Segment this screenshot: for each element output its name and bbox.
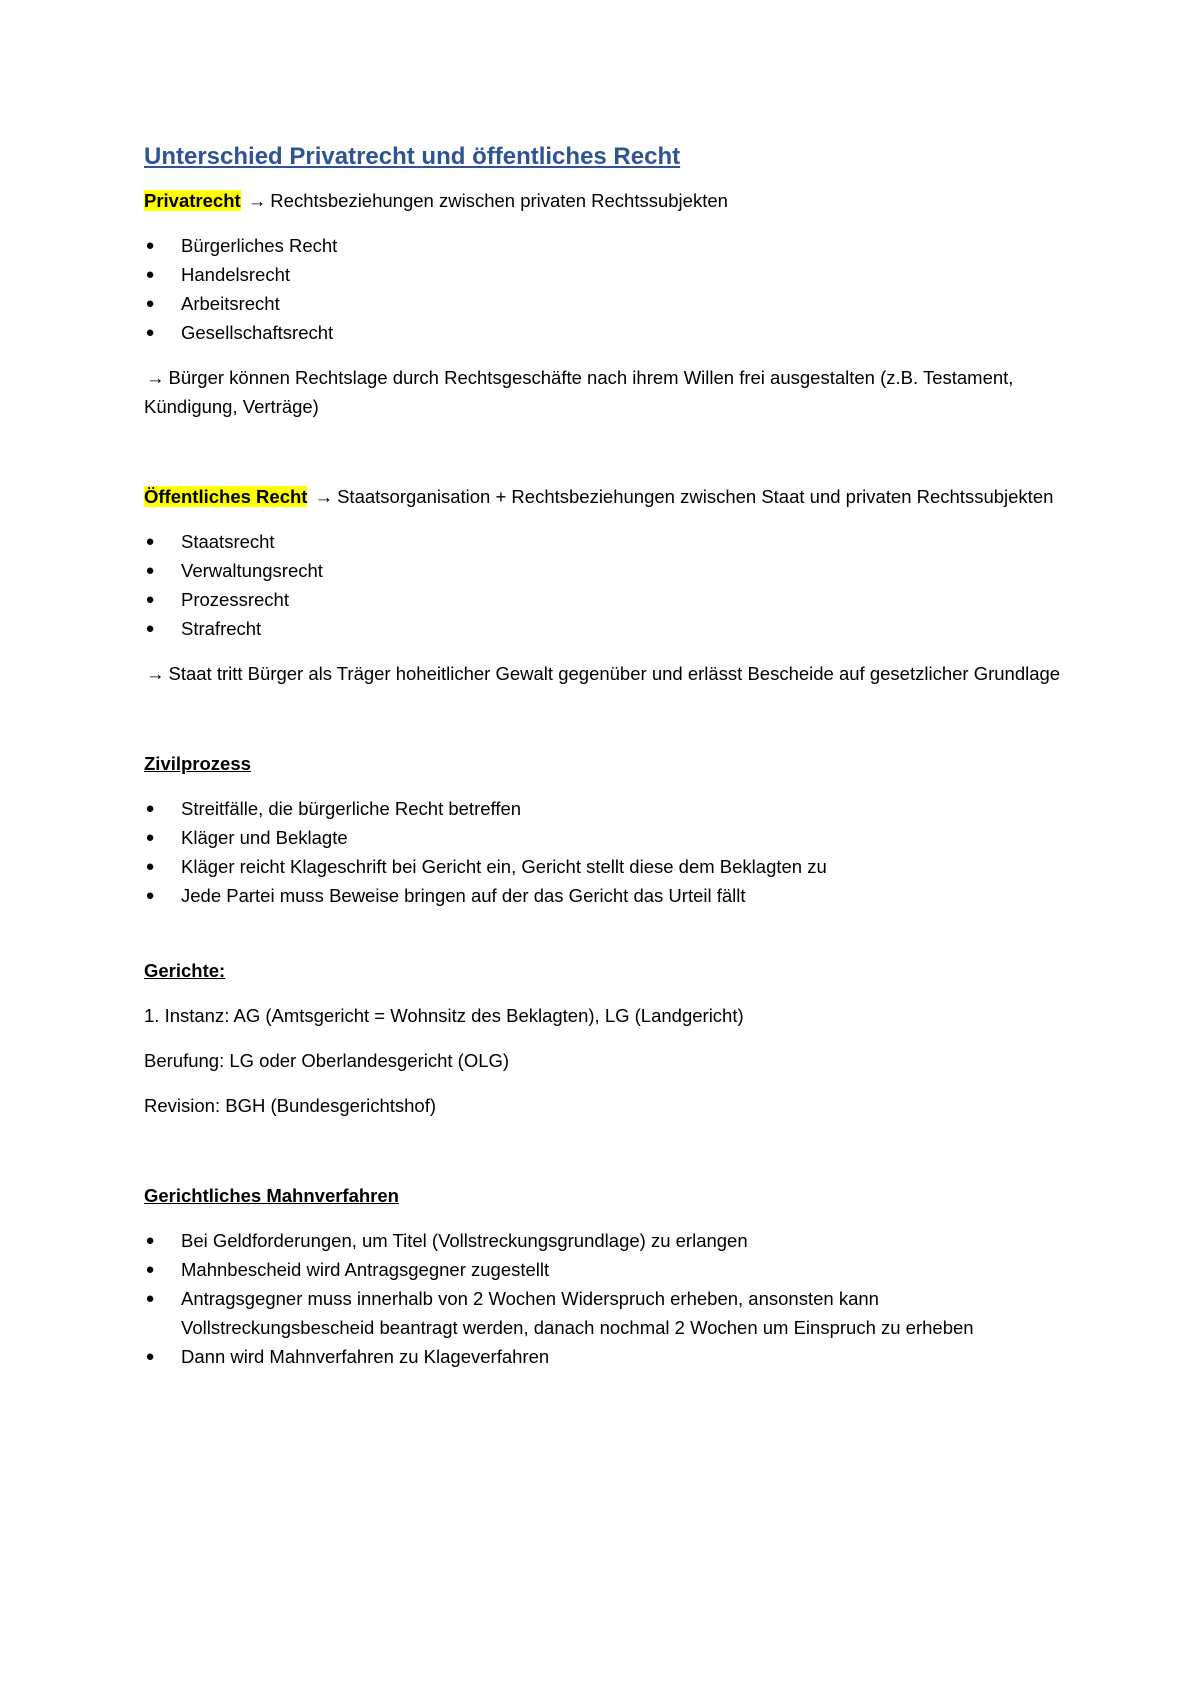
gerichte-line: Revision: BGH (Bundesgerichtshof) xyxy=(144,1095,437,1116)
list-item: ● Verwaltungsrecht xyxy=(144,556,1064,585)
document-page xyxy=(144,140,1064,1387)
privatrecht-definition-text: Rechtsbeziehungen zwischen privaten Rechtssubjekten xyxy=(270,190,728,211)
zivilprozess-list xyxy=(144,794,1064,910)
mahnverfahren-heading: Gerichtliches Mahnverfahren xyxy=(144,1185,399,1206)
gerichte-line: Berufung: LG oder Oberlandesgericht (OLG) xyxy=(144,1050,510,1071)
bullet-icon: ● xyxy=(145,1348,155,1365)
bullet-icon: ● xyxy=(145,324,155,341)
list-item: ● Strafrecht xyxy=(144,614,1064,643)
bullet-icon: ● xyxy=(145,1261,155,1278)
privatrecht-list xyxy=(144,231,1064,347)
gerichte-line: 1. Instanz: AG (Amtsgericht = Wohnsitz des Beklagten), LG (Landgericht) xyxy=(144,1005,744,1026)
list-item: ● Antragsgegner muss innerhalb von 2 Wochen Widerspruch erheben, ansonsten kann Vollstreckungsbescheid beantragt werden, danach nochmal 2 Wochen um Einspruch zu erheben xyxy=(144,1284,1064,1342)
oeffentliches-recht-definition-text: Staatsorganisation + Rechtsbeziehungen zwischen Staat und privaten Rechtssubjekten xyxy=(337,486,1054,507)
oeffentliches-recht-list xyxy=(144,527,1064,643)
list-item: ● Streitfälle, die bürgerliche Recht betreffen xyxy=(144,794,1064,823)
bullet-icon: ● xyxy=(145,562,155,579)
bullet-icon: ● xyxy=(145,266,155,283)
list-item: ● Staatsrecht xyxy=(144,527,1064,556)
oeffentliches-recht-note-text: Staat tritt Bürger als Träger hoheitlicher Gewalt gegenüber und erlässt Bescheide auf gesetzlicher Grundlage xyxy=(168,663,1061,684)
bullet-icon: ● xyxy=(145,829,155,846)
bullet-icon: ● xyxy=(145,887,155,904)
oeffentliches-recht-definition xyxy=(144,482,1064,511)
list-item: ● Arbeitsrecht xyxy=(144,289,1064,318)
list-item: ● Mahnbescheid wird Antragsgegner zugestellt xyxy=(144,1255,1064,1284)
bullet-icon: ● xyxy=(145,591,155,608)
document-title: Unterschied Privatrecht und öffentliches Recht xyxy=(144,143,681,170)
list-item: ● Kläger reicht Klageschrift bei Gericht ein, Gericht stellt diese dem Beklagten zu xyxy=(144,852,1064,881)
zivilprozess-heading: Zivilprozess xyxy=(144,753,251,774)
list-item: ● Gesellschaftsrecht xyxy=(144,318,1064,347)
arrow-icon: → xyxy=(314,486,334,507)
arrow-icon: → xyxy=(247,190,267,211)
list-item: ● Bürgerliches Recht xyxy=(144,231,1064,260)
list-item: ● Handelsrecht xyxy=(144,260,1064,289)
bullet-icon: ● xyxy=(145,620,155,637)
gerichte-heading: Gerichte: xyxy=(144,960,226,981)
arrow-icon: → xyxy=(146,367,165,388)
privatrecht-note xyxy=(144,363,1064,421)
privatrecht-note-text: Bürger können Rechtslage durch Rechtsgeschäfte nach ihrem Willen frei ausgestalten (z.B. Testament, Kündigung, Verträge) xyxy=(144,367,1014,417)
bullet-icon: ● xyxy=(145,1290,155,1307)
bullet-icon: ● xyxy=(145,1232,155,1249)
bullet-icon: ● xyxy=(145,295,155,312)
mahnverfahren-list xyxy=(144,1226,1064,1371)
list-item: ● Prozessrecht xyxy=(144,585,1064,614)
bullet-icon: ● xyxy=(145,858,155,875)
list-item: ● Dann wird Mahnverfahren zu Klageverfahren xyxy=(144,1342,1064,1371)
list-item: ● Bei Geldforderungen, um Titel (Vollstreckungsgrundlage) zu erlangen xyxy=(144,1226,1064,1255)
arrow-icon: → xyxy=(146,663,165,684)
oeffentliches-recht-label: Öffentliches Recht xyxy=(144,486,308,507)
list-item: ● Jede Partei muss Beweise bringen auf der das Gericht das Urteil fällt xyxy=(144,881,1064,910)
bullet-icon: ● xyxy=(145,237,155,254)
bullet-icon: ● xyxy=(145,533,155,550)
bullet-icon: ● xyxy=(145,800,155,817)
privatrecht-label: Privatrecht xyxy=(144,190,241,211)
oeffentliches-recht-note xyxy=(144,659,1064,688)
list-item: ● Kläger und Beklagte xyxy=(144,823,1064,852)
privatrecht-definition xyxy=(144,186,1064,215)
